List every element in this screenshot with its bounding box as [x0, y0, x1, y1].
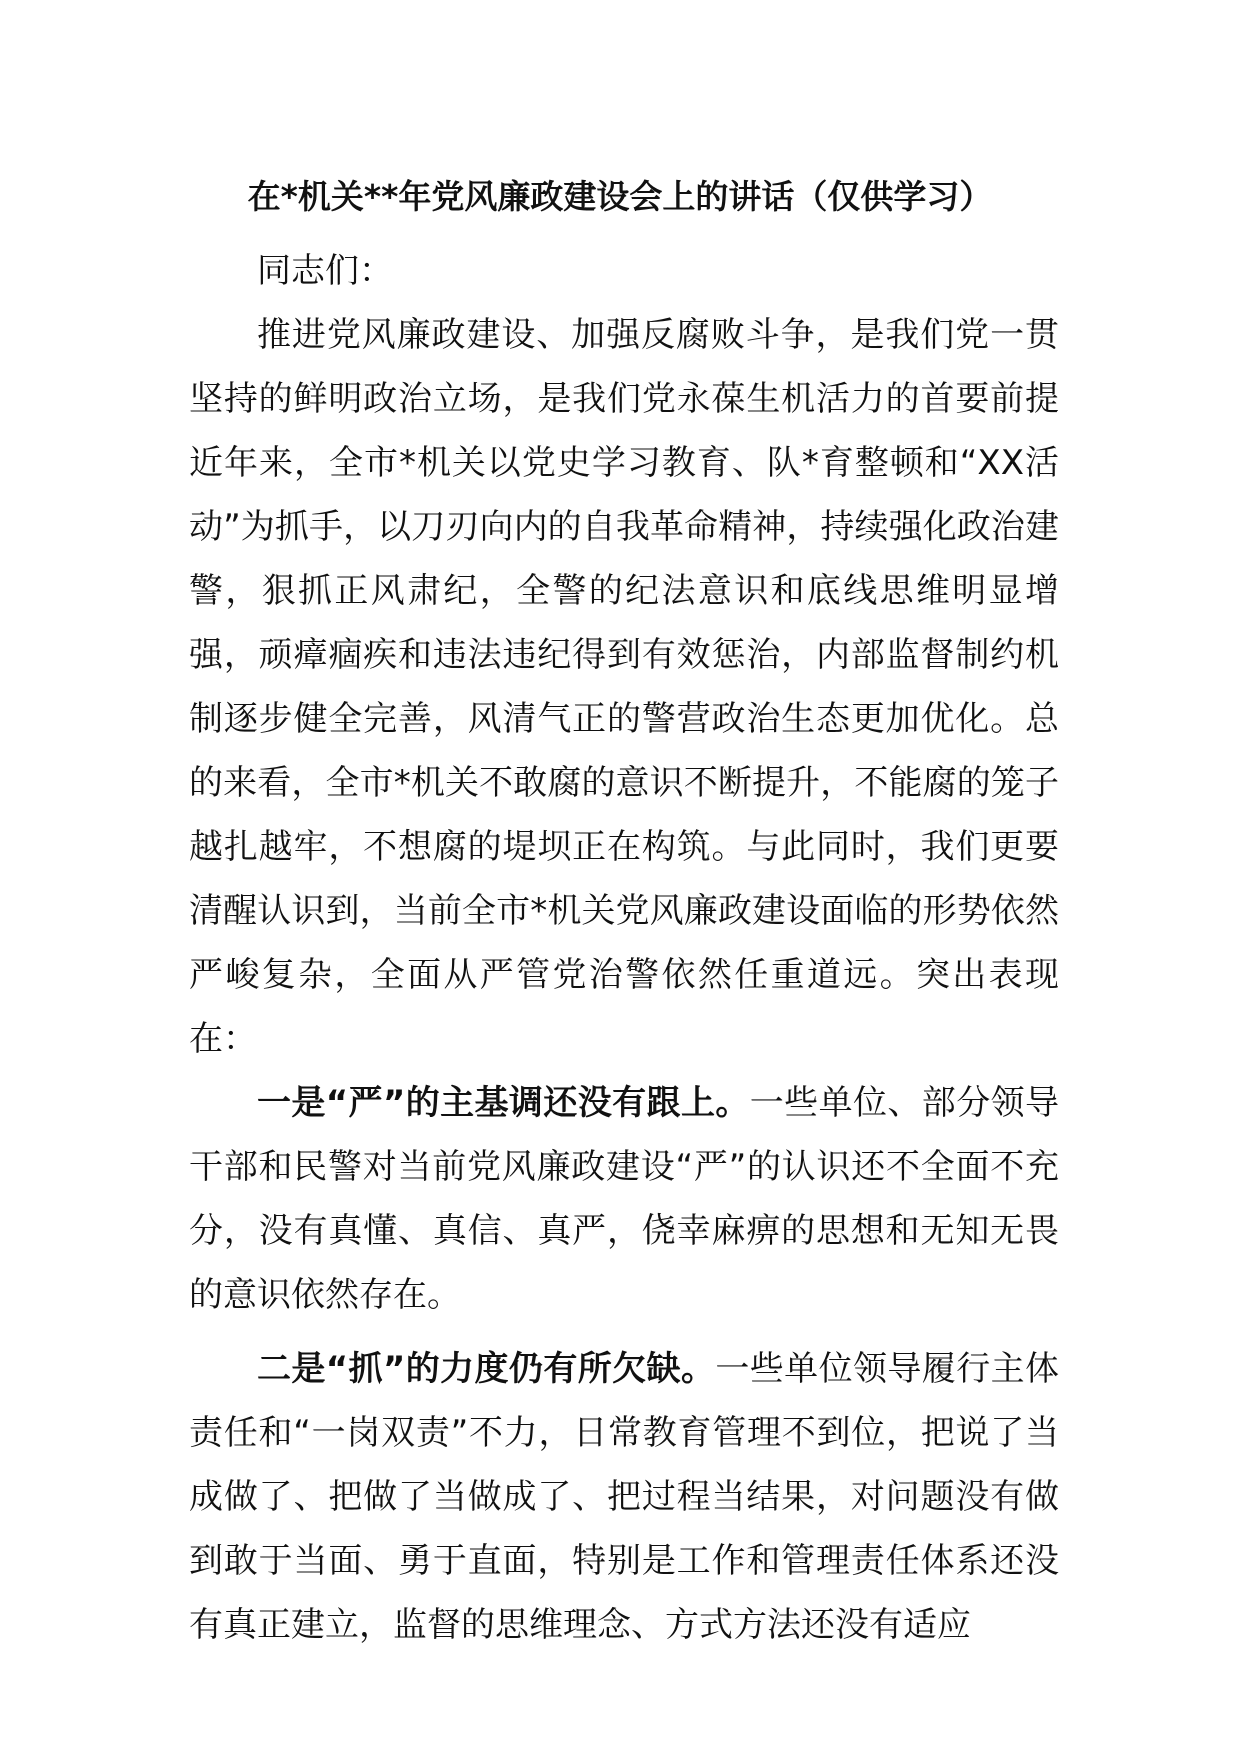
point-2-text: 一些单位领导履行主体责任和“一岗双责”不力，日常教育管理不到位，把说了当成做了、把做了当做成了、把过程当结果，对问题没有做到敢于当面、勇于直面，特别是工作和管理责任体系还没有真正建立，监督的思维理念、方式方法还没有适应	[189, 1349, 1059, 1645]
paragraph-point-1	[189, 1071, 1059, 1327]
paragraph-intro: 推进党风廉政建设、加强反腐败斗争，是我们党一贯坚持的鲜明政治立场，是我们党永葆生机活力的首要前提近年来，全市*机关以党史学习教育、队*育整顿和“XX活动”为抓手，以刀刃向内的自我革命精神，持续强化政治建警，狠抓正风肃纪，全警的纪法意识和底线思维明显增强，顽瘴痼疾和违法违纪得到有效惩治，内部监督制约机制逐步健全完善，风清气正的警营政治生态更加优化。总的来看，全市*机关不敢腐的意识不断提升，不能腐的笼子越扎越牢，不想腐的堤坝正在构筑。与此同时，我们更要清醒认识到，当前全市*机关党风廉政建设面临的形势依然严峻复杂，全面从严管党治警依然任重道远。突出表现在：	[189, 315, 1059, 1059]
point-1-text: 一些单位、部分领导干部和民警对当前党风廉政建设“严”的认识还不全面不充分，没有真懂、真信、真严，侥幸麻痹的思想和无知无畏的意识依然存在。	[189, 1083, 1059, 1315]
point-2-lead: 二是“抓”的力度仍有所欠缺。	[257, 1349, 716, 1389]
paragraph-point-2	[189, 1337, 1059, 1657]
document-body	[189, 239, 1059, 1657]
greeting: 同志们：	[257, 251, 393, 291]
point-1-lead: 一是“严”的主基调还没有跟上。	[257, 1083, 750, 1123]
document-title: 在*机关**年党风廉政建设会上的讲话（仅供学习）	[247, 177, 993, 216]
